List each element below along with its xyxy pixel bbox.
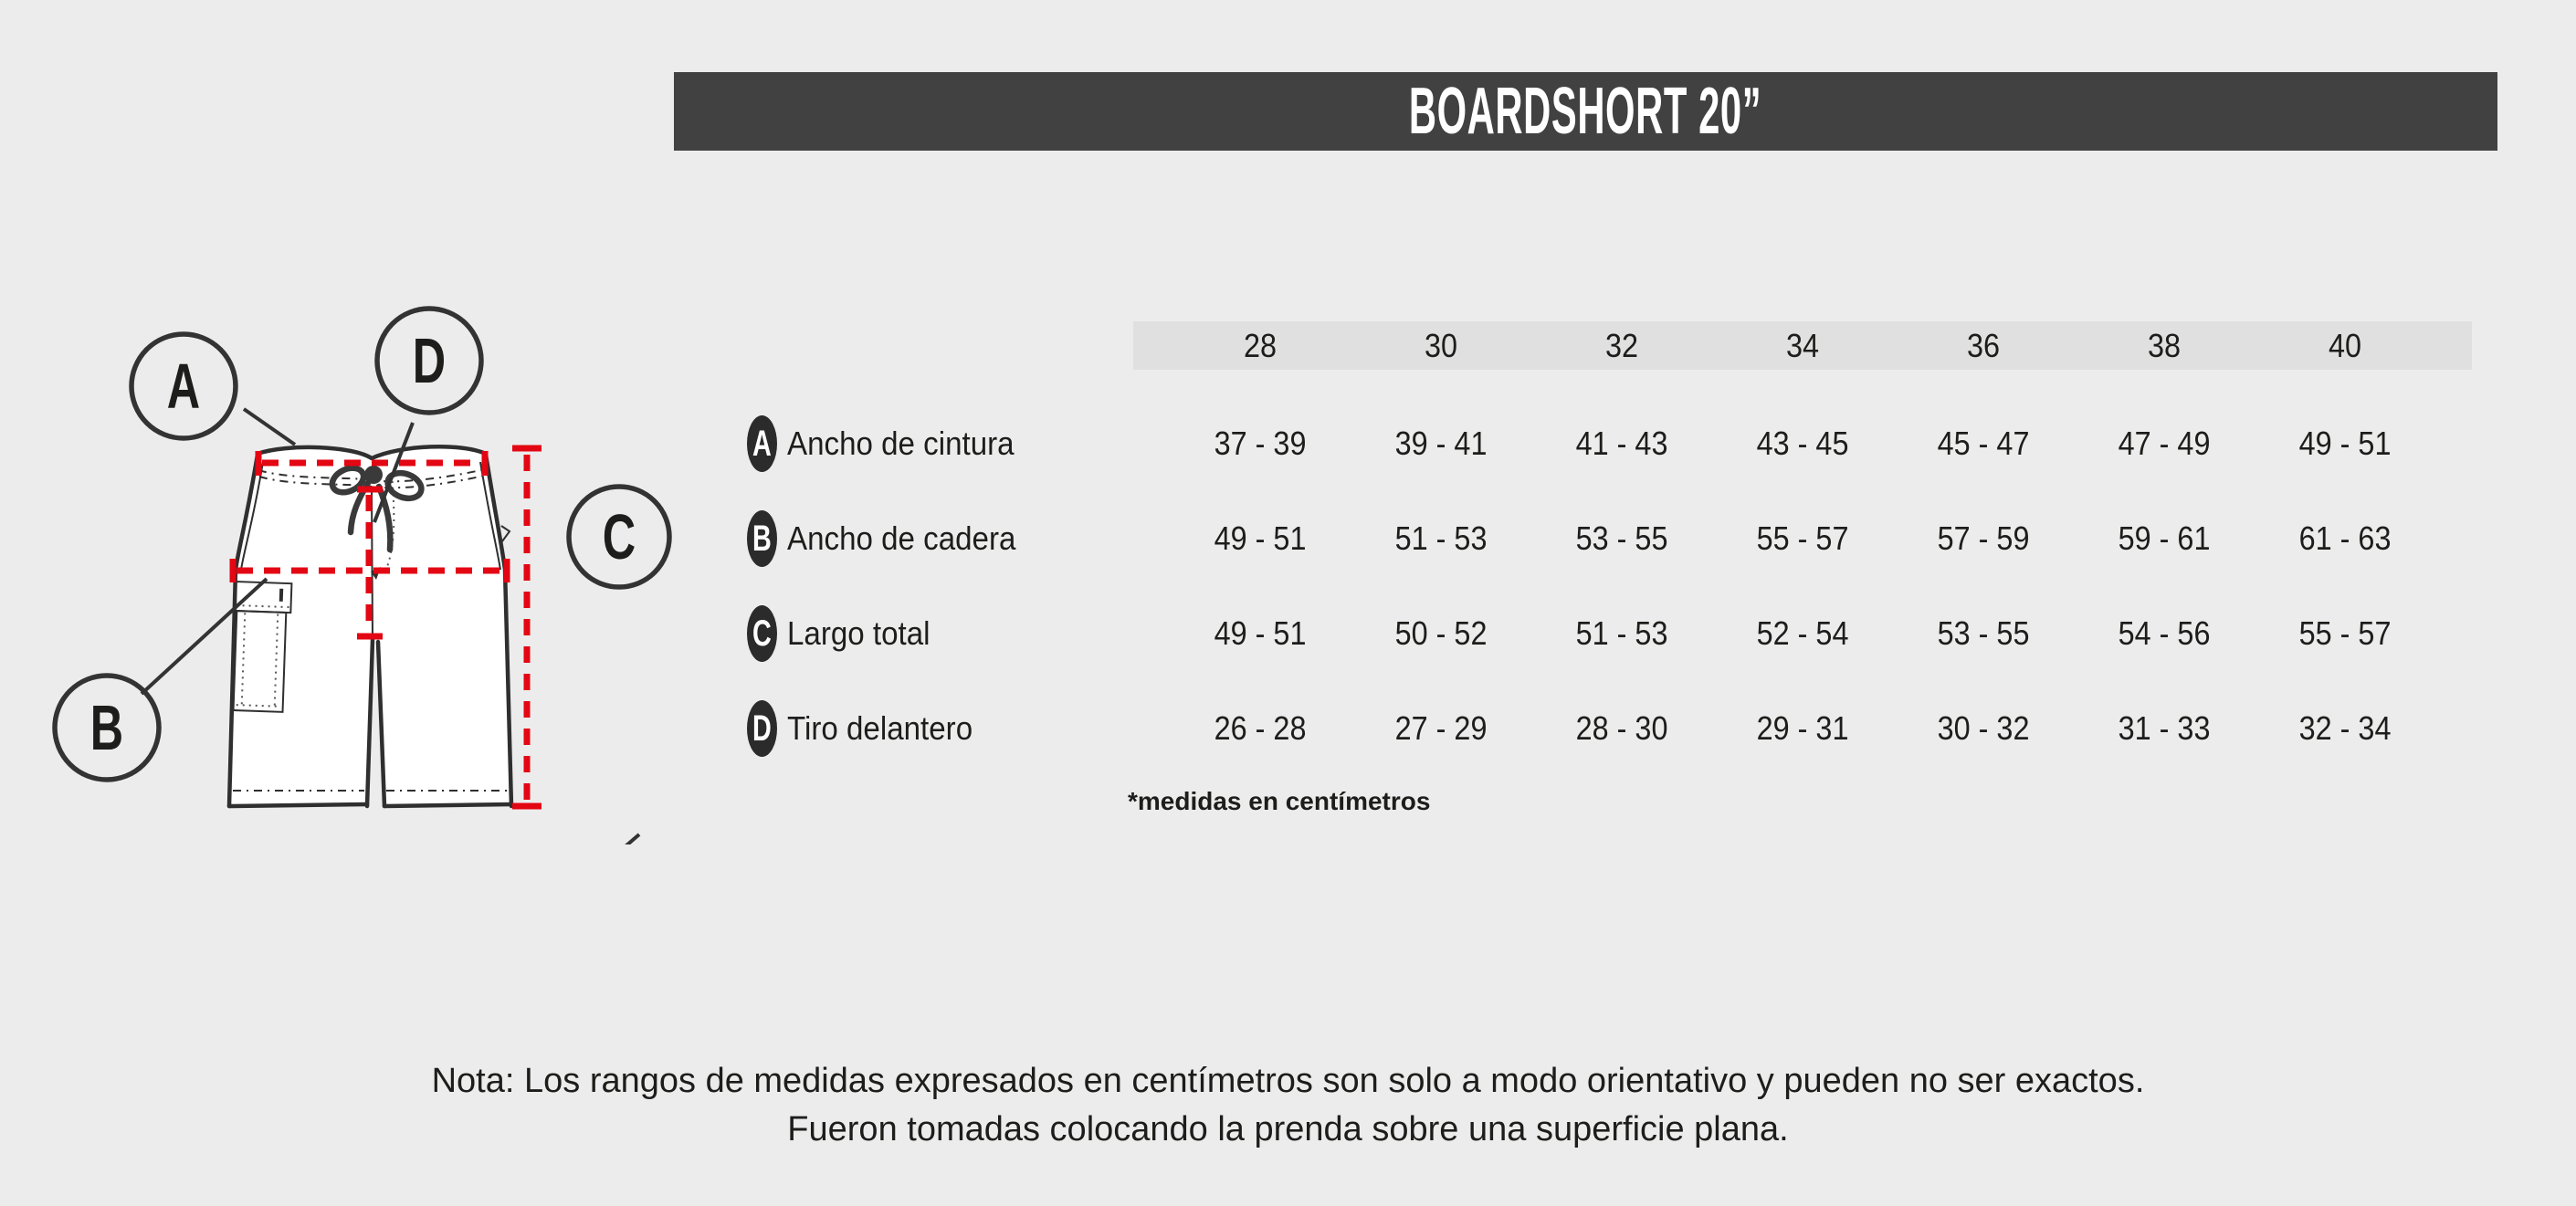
value-cell: 53 - 55: [1575, 519, 1668, 557]
diagram-label-D: [377, 309, 481, 413]
diagram-letter-D: D: [412, 324, 447, 396]
table-row-hip-width: [747, 491, 2472, 586]
units-note: *medidas en centímetros: [1128, 787, 1431, 815]
value-cell: 55 - 57: [1756, 519, 1849, 557]
right-leg-hem: [384, 804, 511, 806]
size-columns-header: [1133, 321, 2472, 370]
size-column-38: 38: [2147, 326, 2182, 364]
value-cell: 29 - 31: [1756, 709, 1849, 747]
table-row-waist-width: [747, 396, 2472, 491]
left-leg-hem: [229, 804, 367, 806]
row-badge-D: D: [747, 700, 777, 757]
value-cell: 37 - 39: [1214, 425, 1307, 462]
table-row-front-rise: [747, 681, 2472, 776]
row-badge-B: B: [747, 510, 777, 567]
row-label: Tiro delantero: [787, 709, 973, 747]
table-row-total-length: [747, 586, 2472, 681]
value-cell: 49 - 51: [1214, 519, 1307, 557]
value-cell: 57 - 59: [1937, 519, 2030, 557]
value-cell: 49 - 51: [2298, 425, 2392, 462]
size-column-32: 32: [1604, 326, 1639, 364]
diagram-label-B: [55, 676, 159, 780]
value-cell: 49 - 51: [1214, 614, 1307, 652]
page-title: BOARDSHORT 20”: [1409, 75, 1762, 148]
bottom-note-line2: Fueron tomadas colocando la prenda sobre una superficie plana.: [787, 1110, 1789, 1148]
value-cell: 47 - 49: [2118, 425, 2211, 462]
size-column-30: 30: [1424, 326, 1458, 364]
right-side-vent-notch: [501, 526, 510, 541]
diagram-letter-C: C: [602, 500, 636, 572]
value-cell: 27 - 29: [1394, 709, 1488, 747]
value-cell: 54 - 56: [2118, 614, 2211, 652]
value-cell: 32 - 34: [2298, 709, 2392, 747]
row-label: Ancho de cintura: [787, 425, 1015, 462]
value-cell: 39 - 41: [1394, 425, 1488, 462]
row-badge-C: C: [747, 605, 777, 662]
diagram-label-A: [131, 334, 236, 438]
size-column-28: 28: [1243, 326, 1277, 364]
title-bar: [674, 72, 2497, 151]
value-cell: 26 - 28: [1214, 709, 1307, 747]
size-column-40: 40: [2328, 326, 2362, 364]
bottom-note: [0, 1057, 2576, 1154]
row-badge-A: A: [747, 415, 777, 472]
value-cell: 59 - 61: [2118, 519, 2211, 557]
diagram-letter-B: B: [89, 691, 124, 763]
bottom-note-line1: Nota: Los rangos de medidas expresados en centímetros son solo a modo orientativo y pueden no ser exactos.: [431, 1062, 2145, 1100]
value-cell: 30 - 32: [1937, 709, 2030, 747]
value-cell: 50 - 52: [1394, 614, 1488, 652]
row-label: Largo total: [787, 614, 931, 652]
value-cell: 41 - 43: [1575, 425, 1668, 462]
value-cell: 55 - 57: [2298, 614, 2392, 652]
size-column-36: 36: [1966, 326, 2001, 364]
value-cell: 31 - 33: [2118, 709, 2211, 747]
value-cell: 28 - 30: [1575, 709, 1668, 747]
measure-line-C-total-length: [512, 448, 541, 806]
row-label: Ancho de cadera: [787, 519, 1016, 557]
value-cell: 43 - 45: [1756, 425, 1849, 462]
value-cell: 53 - 55: [1937, 614, 2030, 652]
value-cell: 52 - 54: [1756, 614, 1849, 652]
boardshort-measurement-diagram: [50, 301, 680, 844]
diagram-letter-A: A: [166, 350, 201, 422]
value-cell: 45 - 47: [1937, 425, 2030, 462]
leader-line-A: [244, 409, 295, 445]
leader-line-C: [585, 834, 639, 844]
diagram-label-C: [569, 487, 669, 587]
value-cell: 61 - 63: [2298, 519, 2392, 557]
value-cell: 51 - 53: [1394, 519, 1488, 557]
value-cell: 51 - 53: [1575, 614, 1668, 652]
size-column-34: 34: [1785, 326, 1820, 364]
